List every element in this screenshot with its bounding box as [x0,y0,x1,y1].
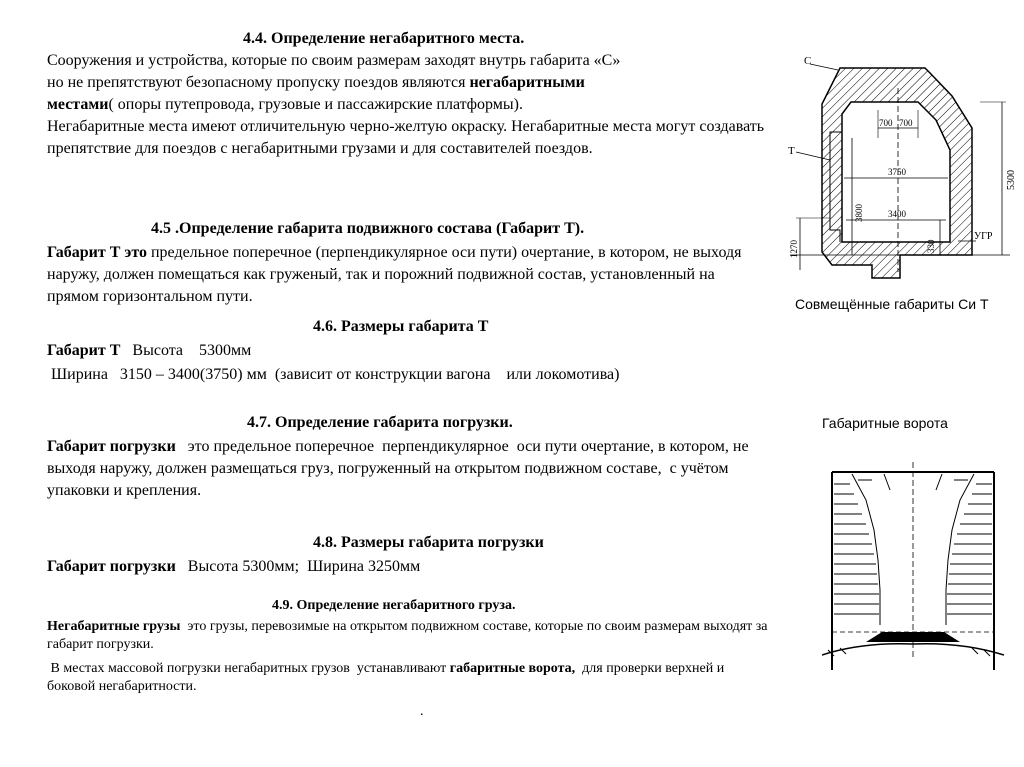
bold-term: Габарит погрузки [47,558,176,575]
bold-term: габаритные ворота, [449,661,576,676]
paragraph-4-5: Габарит Т это предельное поперечное (перпендикулярное оси пути) очертание, в котором, не выходя наружу, должен помещаться как груженый, так и порожний подвижной состав, установленный на прямом горизонтальном пути. [47,244,742,305]
heading-4-7: 4.7. Определение габарита погрузки. [247,414,513,431]
gate-track-bed [866,632,960,642]
label-700-left: 700 [879,118,893,128]
label-5300: 5300 [1006,170,1017,190]
paragraph-4-9-gates: В местах массовой погрузки негабаритных грузов устанавливают габаритные ворота, для проверки верхней и боковой негабаритности. [47,661,728,694]
label-3400: 3400 [888,209,906,219]
text-line: Сооружения и устройства, которые по своим размерам заходят внутрь габарита «С» [47,52,621,69]
paragraph-4-8: Габарит погрузки Высота 5300мм; Ширина 3250мм [47,558,421,575]
text-line: местами( опоры путепровода, грузовые и пассажирские платформы). [47,96,523,113]
bold-term: Габарит погрузки [47,438,176,455]
text-line: но не препятствуют безопасному пропуску поездов являются негабаритными [47,74,585,91]
bold-term: Негабаритные грузы [47,619,181,634]
bold-term: Габарит Т это [47,244,147,261]
paragraph-4-9: Негабаритные грузы это грузы, перевозимые на открытом подвижном составе, которые по своим размерам выходят за габарит погрузки. [47,619,771,652]
size-line-width: Ширина 3150 – 3400(3750) мм (зависит от конструкции вагона или локомотива) [47,366,620,383]
heading-4-4: 4.4. Определение негабаритного места. [243,30,525,47]
label-3800: 3800 [854,204,864,222]
bold-term: местами [47,96,109,113]
label-330: 330 [926,239,936,253]
leader-c [810,64,838,70]
gauge-gates-diagram [822,460,1004,690]
label-1270: 1270 [789,240,799,258]
label-3750: 3750 [888,167,906,177]
heading-4-6: 4.6. Размеры габарита Т [313,318,489,335]
combined-gauges-diagram [780,40,1020,290]
heading-4-8: 4.8. Размеры габарита погрузки [313,534,544,551]
label-t: Т [788,145,795,157]
trailing-dot: . [420,704,424,719]
bold-term: негабаритными [469,74,585,91]
bold-term: Габарит Т [47,342,121,359]
heading-4-9: 4.9. Определение негабаритного груза. [272,598,516,613]
size-line-height: Габарит Т Высота 5300мм [47,342,252,359]
label-ugr: УГР [974,231,993,242]
text-block: Негабаритные места имеют отличительную черно-желтую окраску. Негабаритные места могут создавать препятствие для поездов с негабаритными грузами и для составителей поездов. [47,118,765,157]
gate-ground-hatch [828,648,990,656]
label-c: С [804,55,812,67]
paragraph-4-4 [47,50,782,160]
caption-combined-gauges: Совмещённые габариты Си Т [795,296,989,312]
paragraph-4-7: Габарит погрузки это предельное поперечное перпендикулярное оси пути очертание, в котором, не выходя наружу, должен размещаться груз, погруженный на открытом подвижном составе, с учётом упаковки и крепления. [47,438,753,499]
heading-4-5: 4.5 .Определение габарита подвижного состава (Габарит Т). [151,220,585,237]
caption-gauge-gates: Габаритные ворота [822,415,948,431]
label-700-right: 700 [899,118,913,128]
